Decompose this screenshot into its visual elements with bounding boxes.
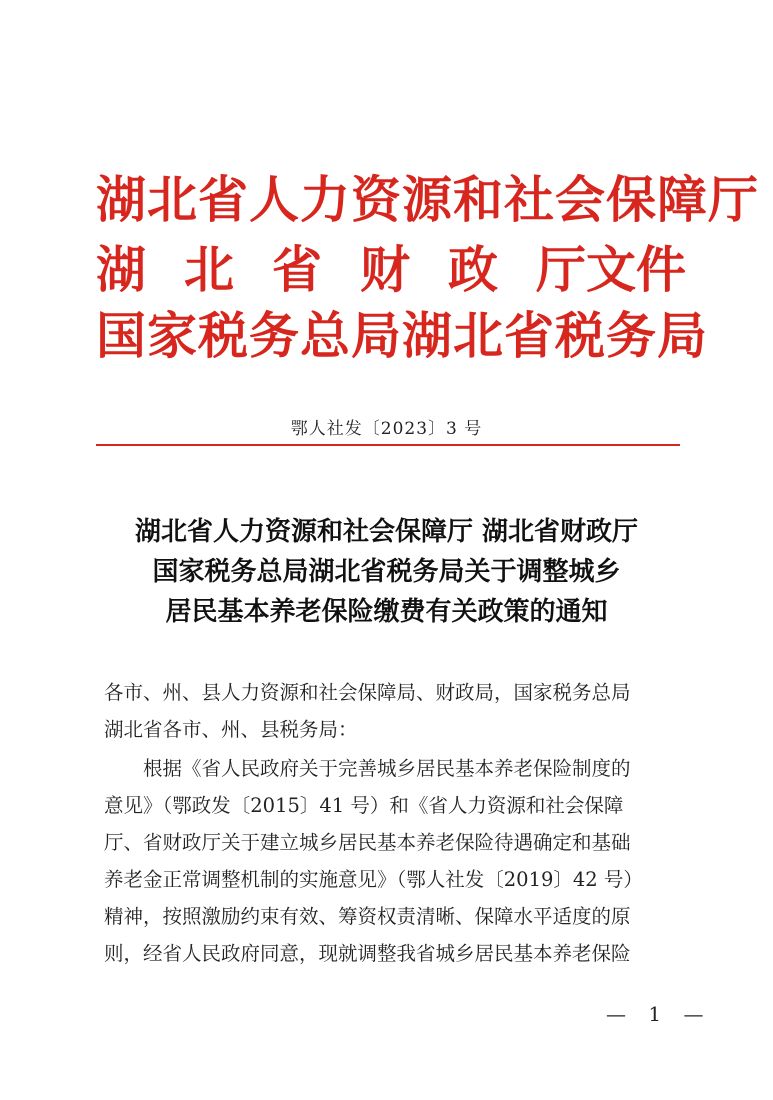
paragraph-line: 厅、省财政厅关于建立城乡居民基本养老保险待遇确定和基础 (104, 831, 631, 854)
salutation-line: 各市、州、县人力资源和社会保障局、财政局，国家税务总局 (104, 681, 631, 704)
header-line-2-char: 省 (272, 241, 322, 299)
body-paragraph (104, 750, 680, 972)
header-line-2-char: 湖 (96, 241, 146, 299)
header-line-2-char: 厅文件 (536, 241, 686, 299)
title-line: 国家税务总局湖北省税务局关于调整城乡 (152, 557, 621, 587)
paragraph-line: 养老金正常调整机制的实施意见》（鄂人社发〔2019〕42 号） (104, 868, 643, 891)
paragraph-line: 意见》（鄂政发〔2015〕41 号）和《省人力资源和社会保障 (104, 794, 624, 817)
document-title (0, 512, 773, 632)
red-divider-line (96, 444, 680, 446)
salutation-line: 湖北省各市、州、县税务局： (104, 718, 358, 741)
paragraph-line: 根据《省人民政府关于完善城乡居民基本养老保险制度的 (104, 757, 631, 780)
title-line: 湖北省人力资源和社会保障厅 湖北省财政厅 (134, 517, 639, 547)
header-line-2-char: 政 (448, 241, 498, 299)
page-number: — 1 — (606, 1002, 712, 1026)
header-line-3: 国家税务总局湖北省税务局 (96, 307, 708, 365)
header-line-2 (96, 240, 686, 300)
paragraph-line: 精神，按照激励约束有效、筹资权责清晰、保障水平适度的原 (104, 905, 631, 928)
document-number: 鄂人社发〔2023〕3 号 (290, 419, 483, 439)
header-line-2-char: 财 (360, 241, 410, 299)
salutation (104, 674, 680, 748)
title-line: 居民基本养老保险缴费有关政策的通知 (165, 597, 608, 627)
header-line-2-char: 北 (184, 241, 234, 299)
header-line-1: 湖北省人力资源和社会保障厅 (96, 171, 759, 229)
paragraph-line: 则，经省人民政府同意，现就调整我省城乡居民基本养老保险 (104, 942, 631, 965)
